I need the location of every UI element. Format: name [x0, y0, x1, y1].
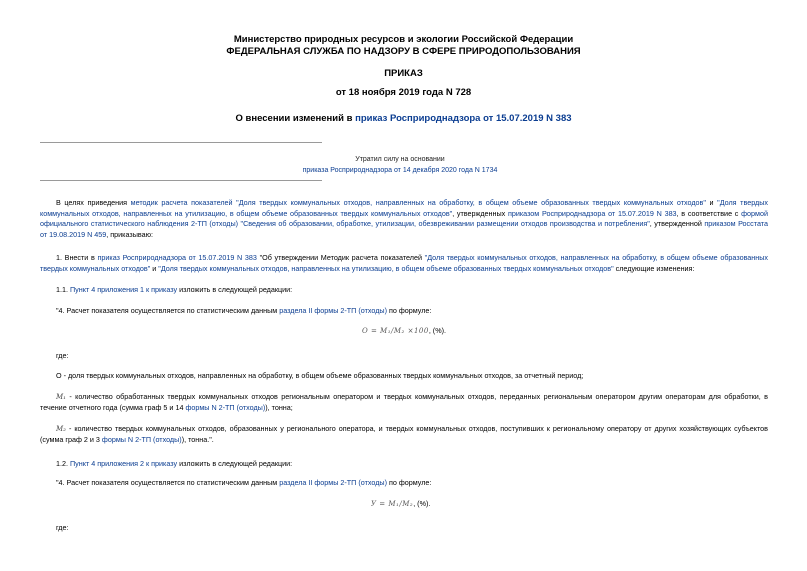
item1-text-3: и — [150, 263, 159, 273]
def-m2-text-2: ), тонна.". — [181, 434, 214, 444]
document-title — [0, 113, 807, 124]
preamble-link-4[interactable]: формой официального статистического наблюдения 2-ТП (отходы) "Сведения об образовании, обработке, утилизации, обезвреживании размещении отходов производства и потребления" — [40, 208, 768, 228]
preamble-link-2[interactable]: "Доля твердых коммунальных отходов, направленных на утилизацию, в общем объеме образованных твердых коммунальных отходов" — [40, 198, 768, 218]
divider-top — [40, 142, 322, 143]
ministry-name: Министерство природных ресурсов и экологии Российской Федерации — [233, 34, 574, 45]
calc-2-paragraph — [40, 478, 768, 489]
title-link[interactable]: приказ Росприроднадзора от 15.07.2019 N 383 — [355, 113, 572, 124]
definition-m1 — [40, 392, 768, 413]
formula-1-suffix: , (%). — [428, 326, 446, 335]
status-note — [250, 154, 550, 176]
service-name: ФЕДЕРАЛЬНАЯ СЛУЖБА ПО НАДЗОРУ В СФЕРЕ ПРИРОДОПОЛЬЗОВАНИЯ — [226, 46, 581, 57]
definition-o: О - доля твердых коммунальных отходов, направленных на обработку, в общем объеме образованных твердых коммунальных отходов, за отчетный период; — [56, 371, 584, 380]
formula-1 — [362, 326, 446, 335]
symbol-m2-image: M₂ — [56, 425, 66, 433]
title-prefix: О внесении изменений в — [235, 113, 356, 124]
calc1-text-2: по формуле: — [386, 306, 432, 315]
preamble-text-3: , утвержденных — [452, 208, 508, 218]
definition-m2 — [40, 424, 768, 445]
item11-text-2: изложить в следующей редакции: — [177, 285, 293, 294]
preamble-text-6: , приказываю: — [106, 229, 153, 239]
calc2-link[interactable]: раздела II формы 2-ТП (отходы) — [279, 478, 387, 487]
preamble-link-3[interactable]: приказом Росприроднадзора от 15.07.2019 N 383 — [507, 208, 677, 218]
item11-text-1: 1.1. — [56, 285, 70, 294]
formula-2-image: У = M₁/M₂ — [371, 500, 414, 508]
def-m1-text-1: - количество обработанных твердых коммунальных отходов региональным оператором и твердых коммунальных отходов, переданных региональным оператором другим операторам для обработки, в течение отчетного года (сумма граф 5 и 14 — [40, 392, 768, 412]
preamble-link-1[interactable]: методик расчета показателей "Доля твердых коммунальных отходов, направленных на обработку, в общем объеме образованных твердых коммунальных отходов" — [130, 198, 706, 207]
item1-link-1[interactable]: приказ Росприроднадзора от 15.07.2019 N 383 — [97, 253, 257, 262]
def-m2-text-1: - количество твердых коммунальных отходов, образованных у регионального оператора, и твердых коммунальных отходов, поступивших к региональному оператору от других хозяйствующих субъектов (сумма граф 2 и 3 — [40, 424, 768, 444]
document-type: ПРИКАЗ — [384, 68, 423, 79]
def-m1-link[interactable]: формы N 2-ТП (отходы) — [185, 402, 266, 412]
symbol-m1-image: M₁ — [56, 393, 66, 401]
preamble-text-5: , утвержденной — [649, 219, 705, 228]
formula-2 — [371, 499, 430, 508]
item-1-1-paragraph — [40, 285, 768, 296]
where-1 — [40, 351, 768, 362]
where-2-text: где: — [56, 523, 69, 532]
preamble-text-2: и — [705, 198, 718, 207]
calc1-text-1: "4. Расчет показателя осуществляется по статистическим данным — [56, 306, 280, 315]
calc2-text-1: "4. Расчет показателя осуществляется по статистическим данным — [56, 478, 280, 487]
status-note-link[interactable]: приказа Росприроднадзора от 14 декабря 2020 года N 1734 — [302, 167, 498, 174]
item1-text-4: следующие изменения: — [613, 263, 695, 273]
item1-text-2: "Об утверждении Методик расчета показателей — [256, 253, 425, 262]
item1-link-2[interactable]: "Доля твердых коммунальных отходов, направленных на обработку, в общем объеме образованных твердых коммунальных отходов" — [40, 253, 768, 273]
item-1-paragraph — [40, 253, 768, 274]
item-1-2-paragraph — [40, 459, 768, 470]
preamble-text-4: , в соответствие с — [676, 208, 742, 218]
document-date-number: от 18 ноября 2019 года N 728 — [335, 87, 472, 98]
where-2 — [40, 523, 768, 534]
item1-link-3[interactable]: "Доля твердых коммунальных отходов, направленных на утилизацию, в общем объеме образованных твердых коммунальных отходов" — [158, 263, 614, 273]
item12-link[interactable]: Пункт 4 приложения 2 к приказу — [70, 459, 178, 468]
item12-text-1: 1.2. — [56, 459, 70, 468]
formula-2-suffix: , (%). — [413, 499, 431, 508]
where-1-text: где: — [56, 351, 69, 360]
divider-bottom — [40, 180, 322, 181]
def-m1-text-2: ), тонна; — [265, 402, 293, 412]
item1-text-1: 1. Внести в — [56, 253, 98, 262]
preamble-text-1: В целях приведения — [56, 198, 131, 207]
formula-1-image: О = M₁/M₂ ×100 — [362, 327, 429, 335]
calc1-link[interactable]: раздела II формы 2-ТП (отходы) — [279, 306, 387, 315]
status-note-text: Утратил силу на основании — [355, 156, 445, 163]
preamble-link-5[interactable]: приказом Росстата от 19.08.2019 N 459 — [40, 219, 769, 239]
calc-1-paragraph — [40, 306, 768, 317]
item11-link[interactable]: Пункт 4 приложения 1 к приказу — [70, 285, 178, 294]
def-m2-link[interactable]: формы N 2-ТП (отходы) — [101, 434, 182, 444]
calc2-text-2: по формуле: — [386, 478, 432, 487]
item12-text-2: изложить в следующей редакции: — [177, 459, 293, 468]
preamble-paragraph — [40, 198, 768, 240]
